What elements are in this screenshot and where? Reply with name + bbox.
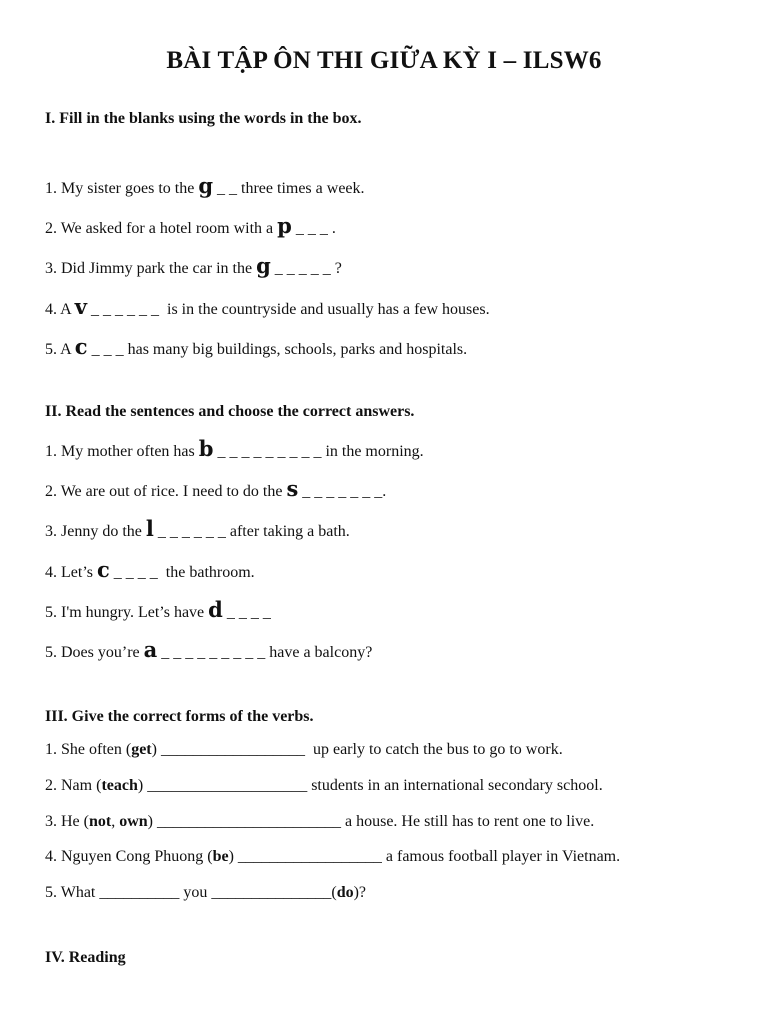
section-1-item-3 bbox=[45, 255, 342, 280]
hint-letter: g bbox=[198, 173, 214, 198]
item-text-after: ) __________________ up early to catch the bus to go to work. bbox=[151, 741, 563, 758]
item-text-after: _ _ _ _ _ _ _ _ _ in the morning. bbox=[213, 443, 424, 460]
item-text-before: 1. She often ( bbox=[45, 741, 132, 758]
item-text-before: 1. My sister goes to the bbox=[45, 180, 199, 197]
section-3-heading: III. Give the correct forms of the verbs. bbox=[45, 708, 314, 725]
item-text-after: _ _ _ _ _ _ _ _ _ have a balcony? bbox=[157, 644, 373, 661]
item-text-before: 5. Does you’re bbox=[45, 644, 144, 661]
section-1-item-1 bbox=[45, 175, 365, 200]
item-text-before: 2. We are out of rice. I need to do the bbox=[45, 483, 287, 500]
item-text-before: 3. Did Jimmy park the car in the bbox=[45, 260, 257, 277]
item-text-before: 2. Nam ( bbox=[45, 777, 102, 794]
item-text-before: 5. What __________ you _______________( bbox=[45, 884, 337, 901]
verb: teach bbox=[101, 777, 138, 794]
hint-letter: d bbox=[208, 597, 223, 622]
hint-letter: s bbox=[286, 476, 299, 501]
hint-letter: c bbox=[97, 557, 110, 582]
item-text-before: 4. Let’s bbox=[45, 564, 97, 581]
item-text-after: _ _ _ _ _ _ after taking a bath. bbox=[153, 523, 350, 540]
verb: be bbox=[212, 848, 229, 865]
section-1-item-5 bbox=[45, 336, 467, 361]
worksheet-title: BÀI TẬP ÔN THI GIỮA KỲ I – ILSW6 bbox=[166, 47, 602, 74]
item-text-after: ) ____________________ students in an international secondary school. bbox=[137, 777, 603, 794]
item-text-before: 5. A bbox=[45, 341, 75, 358]
item-text-before: 4. Nguyen Cong Phuong ( bbox=[45, 848, 213, 865]
hint-letter: p bbox=[277, 213, 292, 238]
hint-letter: g bbox=[256, 253, 271, 278]
section-2-item-6 bbox=[45, 639, 372, 664]
section-2-item-2 bbox=[45, 478, 386, 503]
item-text-after: _ _ _ _ _ ? bbox=[270, 260, 342, 277]
hint-letter: a bbox=[143, 637, 158, 662]
item-text-before: 2. We asked for a hotel room with a bbox=[45, 220, 278, 237]
section-2-item-4 bbox=[45, 559, 255, 584]
item-text-after: _ _ _ _ _ _ _. bbox=[298, 483, 387, 500]
verb: do bbox=[336, 884, 354, 901]
hint-letter: v bbox=[74, 294, 87, 319]
verb-2: own bbox=[119, 813, 148, 830]
item-text-after: _ _ _ _ _ _ is in the countryside and usually has a few houses. bbox=[87, 301, 490, 318]
section-4-heading: IV. Reading bbox=[45, 949, 126, 966]
section-2-item-1 bbox=[45, 438, 424, 463]
item-text-after: _ _ three times a week. bbox=[213, 180, 365, 197]
item-text-after: _ _ _ _ the bathroom. bbox=[109, 564, 255, 581]
hint-letter: b bbox=[198, 436, 214, 461]
item-text-after: _ _ _ _ bbox=[222, 604, 271, 621]
hint-letter: c bbox=[74, 334, 88, 359]
item-text-before: 4. A bbox=[45, 301, 75, 318]
item-text-after: _ _ _ . bbox=[291, 220, 336, 237]
section-2-item-3 bbox=[45, 518, 350, 543]
section-3-item-2 bbox=[45, 775, 603, 797]
item-text-after: ) __________________ a famous football player in Vietnam. bbox=[228, 848, 621, 865]
section-2-heading: II. Read the sentences and choose the correct answers. bbox=[45, 403, 415, 420]
item-text-before: 1. My mother often has bbox=[45, 443, 199, 460]
verb: not bbox=[88, 813, 112, 830]
item-text-after: _ _ _ has many big buildings, schools, parks and hospitals. bbox=[87, 341, 468, 358]
item-text-before: 5. I'm hungry. Let’s have bbox=[45, 604, 209, 621]
item-text-before: 3. Jenny do the bbox=[45, 523, 146, 540]
section-3-item-3 bbox=[45, 811, 594, 833]
section-2-item-5 bbox=[45, 599, 271, 624]
verb: get bbox=[131, 741, 152, 758]
section-3-item-1 bbox=[45, 739, 563, 761]
section-3-item-5 bbox=[45, 882, 366, 904]
item-text-after: ) _______________________ a house. He still has to rent one to live. bbox=[147, 813, 595, 830]
section-3-item-4 bbox=[45, 846, 620, 868]
section-1-heading: I. Fill in the blanks using the words in the box. bbox=[45, 110, 362, 127]
item-text-after: )? bbox=[353, 884, 367, 901]
hint-letter: l bbox=[145, 516, 154, 541]
item-text-before: 3. He ( bbox=[45, 813, 89, 830]
item-text-mid: , bbox=[111, 813, 120, 830]
section-1-item-4 bbox=[45, 296, 490, 321]
section-1-item-2 bbox=[45, 215, 336, 240]
